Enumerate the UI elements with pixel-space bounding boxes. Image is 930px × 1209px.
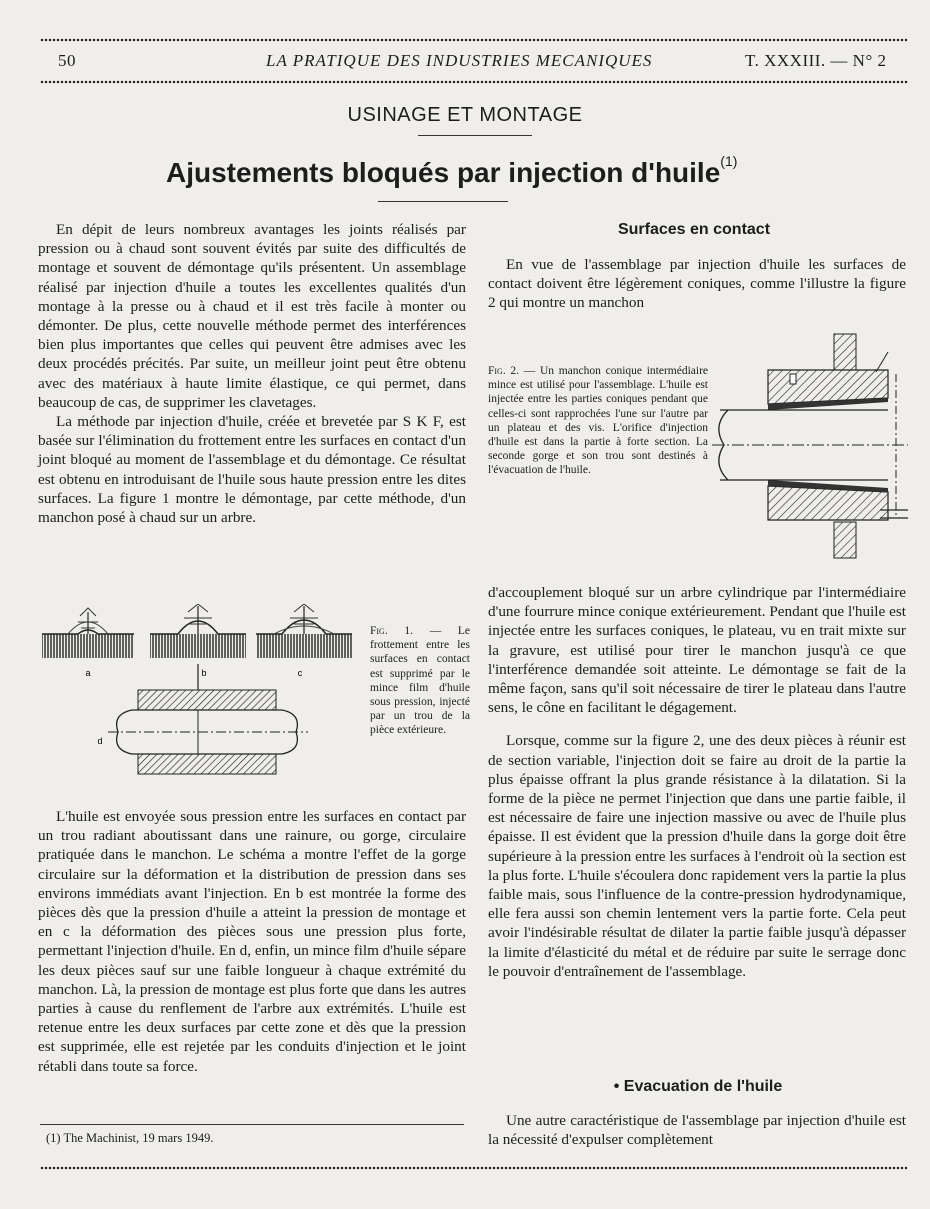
fig1-diagram-c: [256, 604, 352, 658]
fig1-label-c: c: [297, 668, 303, 678]
fig2-caption-label: Fig. 2.: [488, 365, 520, 377]
fig1-label-b: b: [201, 668, 207, 678]
left-column-bottom: [38, 807, 466, 1076]
fig2-caption-text: — Un manchon conique intermédiaire mince est utilisé pour l'assemblage. L'huile est injectée entre les parties coniques pendant que celles-ci sont rapprochées l'une sur l'autre par un plateau et des vis. L'orifice d'injection d'huile est dans la partie à forte section. La seconde gorge et son trou sont destinés à l'évacuation de l'huile.: [488, 365, 709, 477]
article-title: [166, 152, 738, 189]
title-rule: [378, 201, 508, 202]
fig1-diagram-b: [150, 604, 246, 658]
left-paragraph-3: L'huile est envoyée sous pression entre les surfaces en contact par un trou radiant aboutissant dans une rainure, ou gorge, circulaire pratiquée dans le manchon. Le schéma a montre l'effet de la gorge circulaire sur la déformation et la distribution de pression dans ses environs immédiats avant l'injection. En b est montrée la forme des pièces dès que la pression d'huile a atteint la pression de montage et en c la déformation des pièces sous une pression plus forte, permettant l'injection d'huile. En d, enfin, un mince film d'huile sépare les deux pièces sauf sur une faible longueur à chaque extrémité du manchon. Là, la pression de montage est plus forte que dans les autres parties à cause du renflement de l'arbre aux extrémités. L'huile est retenue entre les deux surfaces par cette zone et dès que la pression est supprimée, elle est rejetée par les conduits d'injection et le joint rétabli dans toute sa force.: [38, 808, 466, 1075]
volume-issue: T. XXXIII. — N° 2: [745, 51, 887, 70]
fig1-label-d: d: [97, 736, 103, 746]
title-footnote-marker: (1): [720, 152, 738, 169]
fig1-caption-text: — Le frottement entre les surfaces en contact est supprimé par le mince film d'huile sous pression, injecté par un trou de la pièce extérieure.: [370, 625, 470, 737]
right-paragraph-4: Une autre caractéristique de l'assemblage par injection d'huile est la nécessité d'expulser complètement: [488, 1112, 906, 1149]
fig1-diagram-d: [108, 664, 308, 774]
header-top-rule: [40, 38, 908, 42]
right-column-top: [488, 255, 906, 313]
page-number: 50: [58, 51, 76, 70]
heading-surfaces-contact: Surfaces en contact: [617, 221, 771, 238]
section-rule: [418, 135, 532, 136]
left-paragraph-2: La méthode par injection d'huile, créée et brevetée par S K F, est basée sur l'élimination du frottement entre les surfaces en contact d'un joint bloqué au moment de l'assemblage et du démontage. Ce résultat est obtenu en introduisant de l'huile sous haute pression entre les dites surfaces. La figure 1 montre le démontage, par cette méthode, d'un manchon posé à chaud sur un arbre.: [38, 413, 466, 527]
right-column-middle: [488, 583, 906, 981]
footer-rule: [40, 1166, 908, 1170]
right-column-bottom: [488, 1111, 906, 1149]
fig2-caption: [488, 364, 708, 478]
footnote: (1) The Machinist, 19 mars 1949.: [46, 1131, 214, 1145]
left-paragraph-1: En dépit de leurs nombreux avantages les joints réalisés par pression ou à chaud sont souvent évités par suite des difficultés de montage et souvent de démontage qu'ils présentent. Un assemblage réalisé par injection d'huile a toutes les excellentes qualités d'un montage à la presse ou à chaud et il est très facile à monter ou démonter. De plus, cette nouvelle méthode permet des interférences bien plus importantes que celles qui peuvent être admises avec les deux procédés précités. Par suite, un meilleur joint peut être obtenu avec des matériaux à haute limite élastique, ce qui permet, dans beaucoup de cas, de supprimer les clavetages.: [38, 221, 466, 411]
figure-2: [712, 330, 912, 570]
fig1-caption-label: Fig. 1.: [370, 625, 414, 637]
footnote-rule: [40, 1124, 464, 1125]
fig1-diagram-a: [42, 608, 134, 658]
fig1-label-a: a: [85, 668, 91, 678]
journal-title: LA PRATIQUE DES INDUSTRIES MECANIQUES: [266, 51, 653, 70]
right-paragraph-1: En vue de l'assemblage par injection d'huile les surfaces de contact doivent être légèrement coniques, comme l'illustre la figure 2 qui montre un manchon: [488, 256, 906, 312]
article-title-text: Ajustements bloqués par injection d'huile: [166, 157, 721, 188]
right-paragraph-2: d'accouplement bloqué sur un arbre cylindrique par l'intermédiaire d'une fourrure mince conique extérieurement. Pendant que l'huile est injectée entre les surfaces coniques, le plateau, vu en trait mixte sur la gravure, est utilisé pour tirer le manchon jusqu'à ce que l'interférence demandée soit atteinte. Le démontage se fait de la même façon, sans qu'il soit nécessaire de tirer le plateau dans l'autre sens, le cône en facilitant le dégagement.: [488, 584, 906, 717]
left-column-top: [38, 220, 466, 527]
heading-evacuation: • Evacuation de l'huile: [613, 1078, 783, 1095]
section-heading: USINAGE ET MONTAGE: [347, 104, 583, 126]
figure-1: [38, 604, 358, 800]
right-paragraph-3: Lorsque, comme sur la figure 2, une des deux pièces à réunir est de section variable, l'injection doit se faire au droit de la partie la plus épaisse offrant la plus grande résistance à la dilatation. Si la forme de la pièce ne permet l'injection que dans une partie faible, il est nécessaire de faire une injection massive ou avec de l'huile plus épaisse. Il est évident que la pression d'huile dans la gorge doit être supérieure à la pression entre les surfaces à l'endroit où la section est la plus forte. L'huile s'écoulera donc rapidement vers la partie la plus faible mais, sous l'influence de la contre-pression hydrodynamique, elle fera aussi son chemin lentement vers la partie forte. Cela peut avoir l'indésirable résultat de dilater la partie faible jusqu'à dépasser la limite d'élasticité du métal et de réduire par suite le serrage donc le pouvoir d'entraînement de l'assemblage.: [488, 732, 906, 980]
header-bottom-rule: [40, 80, 908, 84]
fig1-caption: [370, 624, 470, 738]
